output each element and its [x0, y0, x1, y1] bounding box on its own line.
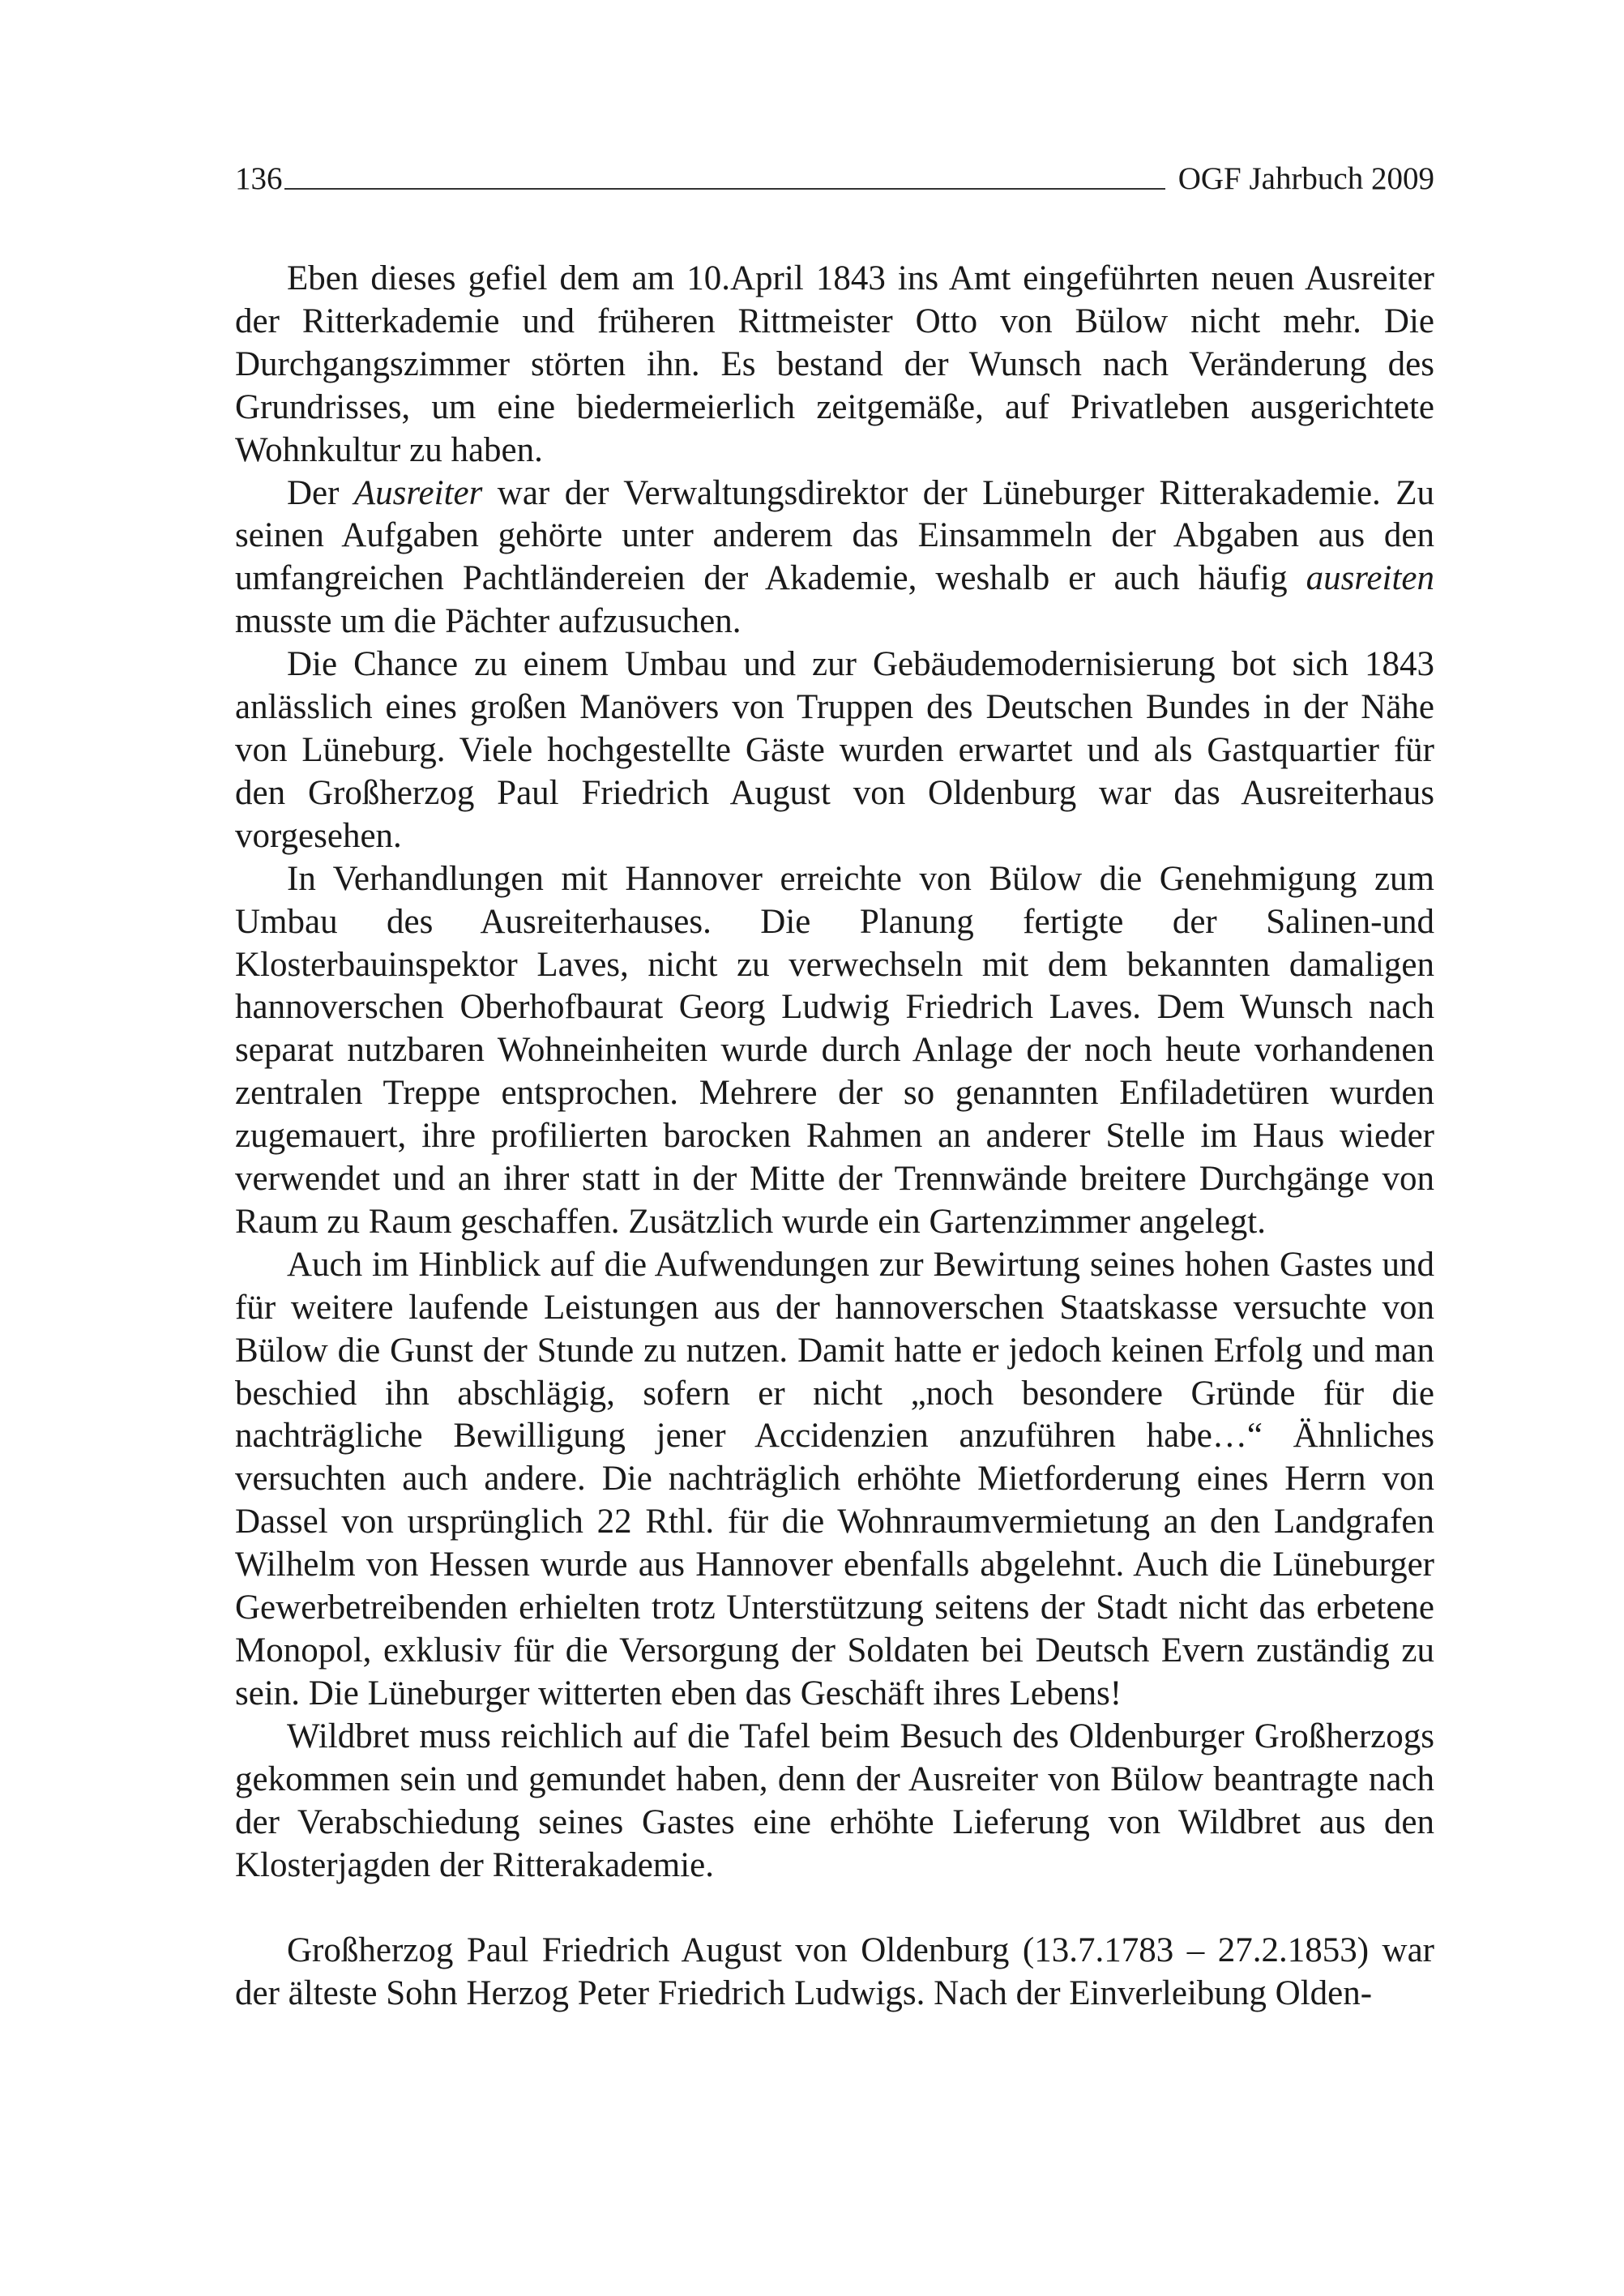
paragraph-5: Auch im Hinblick auf die Aufwendungen zur Bewirtung seines hohen Gastes und für weitere laufende Leistungen aus der hannoverschen Staatskasse versuchte von Bülow die Gunst der Stunde zu nutzen. Damit hatte er jedoch keinen Erfolg und man beschied ihn abschlägig, sofern er nicht „noch besondere Gründe für die nachträgliche Bewilligung jener Accidenzien anzuführen habe…“ Ähnliches versuchten auch andere. Die nachträglich erhöhte Mietforderung eines Herrn von Dassel von ursprünglich 22 Rthl. für die Wohnraumvermietung an den Landgrafen Wilhelm von Hessen wurde aus Hannover ebenfalls abgelehnt. Auch die Lüneburger Gewerbetreibenden erhielten trotz Unterstützung seitens der Stadt nicht das erbetene Monopol, exklusiv für die Versorgung der Soldaten bei Deutsch Evern zuständig zu sein. Die Lüneburger witterten eben das Geschäft ihres Lebens!	[235, 1245, 1434, 1712]
paragraph-2-part-1: Der	[287, 473, 354, 512]
journal-title: OGF Jahrbuch 2009	[1177, 161, 1434, 196]
paragraph-1: Eben dieses gefiel dem am 10.April 1843 ins Amt eingeführten neuen Ausreiter der Ritterkademie und früheren Rittmeister Otto von Bülow nicht mehr. Die Durchgangszimmer störten ihn. Es bestand der Wunsch nach Veränderung des Grundrisses, um eine biedermeierlich zeitgemäße, auf Privatleben ausgerichtete Wohnkultur zu haben.	[235, 259, 1434, 469]
running-header	[235, 152, 1434, 195]
paragraph-4: In Verhandlungen mit Hannover erreichte von Bülow die Genehmigung zum Umbau des Ausreiterhauses. Die Planung fertigte der Salinen-und Klosterbauinspektor Laves, nicht zu verwechseln mit dem bekannten damaligen hannoverschen Oberhofbaurat Georg Ludwig Friedrich Laves. Dem Wunsch nach separat nutzbaren Wohneinheiten wurde durch Anlage der noch heute vorhandenen zentralen Treppe entsprochen. Mehrere der so genannten Enfiladetüren wurden zugemauert, ihre profilierten barocken Rahmen an anderer Stelle im Haus wieder verwendet und an ihrer statt in der Mitte der Trennwände breitere Durchgänge von Raum zu Raum geschaffen. Zusätzlich wurde ein Gartenzimmer angelegt.	[235, 859, 1434, 1241]
italic-term-ausreiten: ausreiten	[1306, 559, 1434, 598]
paragraph-2	[235, 472, 1434, 644]
page-number: 136	[235, 161, 283, 196]
paragraph-2-part-2: war der Verwaltungsdirektor der Lüneburger Ritterakademie. Zu seinen Aufgaben gehörte unter anderem das Einsammeln der Abgaben aus den umfangreichen Pachtländereien der Akademie, weshalb er auch häufig	[235, 473, 1434, 598]
paragraph-7: Großherzog Paul Friedrich August von Oldenburg (13.7.1783 – 27.2.1853) war der älteste Sohn Herzog Peter Friedrich Ludwigs. Nach der Einverleibung Olden-	[235, 1931, 1434, 2013]
paragraph-3: Die Chance zu einem Umbau und zur Gebäudemodernisierung bot sich 1843 anlässlich eines großen Manövers von Truppen des Deutschen Bundes in der Nähe von Lüneburg. Viele hochgestellte Gäste wurden erwartet und als Gastquartier für den Großherzog Paul Friedrich August von Oldenburg war das Ausreiterhaus vorgesehen.	[235, 645, 1434, 855]
body-text	[235, 258, 1434, 2016]
italic-term-ausreiter: Ausreiter	[353, 473, 483, 512]
paragraph-6: Wildbret muss reichlich auf die Tafel beim Besuch des Oldenburger Großherzogs gekommen sein und gemundet haben, denn der Ausreiter von Bülow beantragte nach der Verabschiedung seines Gastes eine erhöhte Lieferung von Wildbret aus den Klosterjagden der Ritterakademie.	[235, 1717, 1434, 1884]
header-rule	[284, 188, 1165, 190]
paragraph-2-part-3: musste um die Pächter aufzusuchen.	[235, 602, 741, 641]
